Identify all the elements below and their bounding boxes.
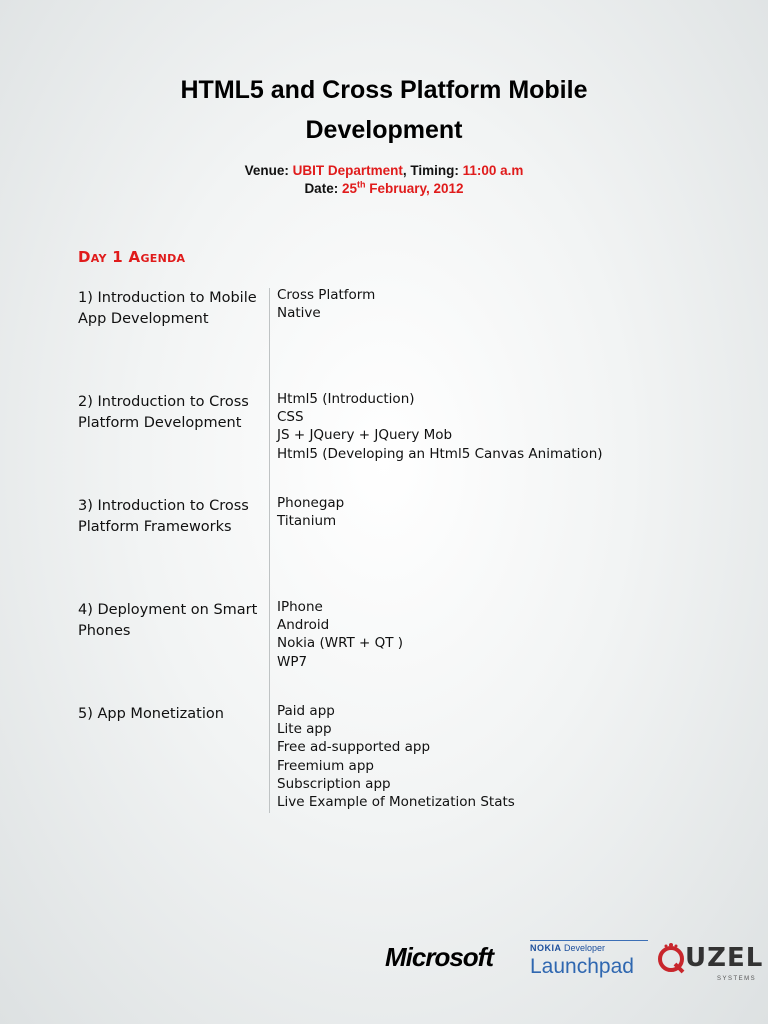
agenda-subtopic: Live Example of Monetization Stats (277, 794, 515, 811)
quzel-logo (657, 940, 762, 990)
agenda-divider (269, 288, 270, 813)
nokia-developer-label (530, 943, 605, 953)
venue-label: Venue: (244, 163, 293, 178)
timing-label: , Timing: (402, 163, 463, 178)
agenda-subtopic: IPhone (277, 599, 323, 615)
agenda-item-title: 1) Introduction to Mobile App Development (78, 290, 257, 327)
date-line (0, 180, 768, 198)
launchpad-wordmark: Launchpad (530, 955, 634, 978)
date-day: 25 (341, 181, 357, 196)
agenda-subtopic: Html5 (Introduction) (277, 391, 415, 407)
agenda-subtopic: Free ad-supported app (277, 739, 431, 756)
agenda-subtopics (277, 286, 757, 322)
nokia-developer: Developer (564, 943, 606, 953)
date-rest: February, 2012 (365, 181, 464, 196)
agenda-heading: Day 1 Agenda (78, 248, 186, 266)
microsoft-logo: Microsoft (385, 942, 493, 972)
agenda-subtopic: Lite app (277, 721, 332, 738)
agenda-item-title: 2) Introduction to Cross Platform Development (78, 394, 249, 431)
nokia-brand: NOKIA (530, 943, 562, 953)
agenda-item-title: 5) App Monetization (78, 706, 224, 722)
nokia-rule (530, 940, 648, 941)
title-line-1: HTML5 and Cross Platform Mobile (180, 76, 588, 104)
nokia-launchpad-logo (530, 940, 650, 990)
date-label: Date: (304, 181, 342, 196)
agenda-subtopic: Titanium (277, 513, 337, 530)
agenda-subtopic: JS + JQuery + JQuery Mob (277, 427, 453, 444)
agenda-subtopic: CSS (277, 409, 304, 426)
agenda-subtopics (277, 494, 757, 530)
agenda-subtopic: Android (277, 617, 330, 634)
agenda-item-title: 3) Introduction to Cross Platform Frameworks (78, 498, 249, 535)
quzel-systems: SYSTEMS (717, 976, 757, 982)
quzel-wordmark: UZEL (685, 943, 764, 973)
agenda-subtopic: Nokia (WRT + QT ) (277, 635, 404, 652)
agenda-subtopics (277, 598, 757, 671)
agenda-subtopic: Native (277, 305, 321, 322)
agenda-subtopic: Cross Platform (277, 287, 376, 303)
venue-timing-line (0, 162, 768, 180)
venue-value: UBIT Department (292, 163, 403, 178)
agenda-subtopic: Subscription app (277, 775, 391, 792)
agenda-subtopic: Phonegap (277, 495, 345, 511)
page-title (0, 70, 768, 150)
agenda-item-title: 4) Deployment on Smart Phones (78, 602, 258, 639)
title-line-2: Development (305, 116, 463, 144)
agenda-subtopic: Html5 (Developing an Html5 Canvas Animation) (277, 445, 603, 462)
event-info (0, 162, 768, 198)
agenda-subtopic: WP7 (277, 653, 308, 670)
quzel-q-icon (657, 942, 687, 976)
sponsor-logos (0, 930, 768, 990)
agenda-subtopics (277, 702, 757, 811)
date-suffix: th (356, 179, 366, 190)
timing-value: 11:00 a.m (462, 163, 524, 178)
agenda-subtopic: Freemium app (277, 757, 374, 774)
agenda-subtopics (277, 390, 757, 463)
agenda-subtopic: Paid app (277, 703, 335, 719)
